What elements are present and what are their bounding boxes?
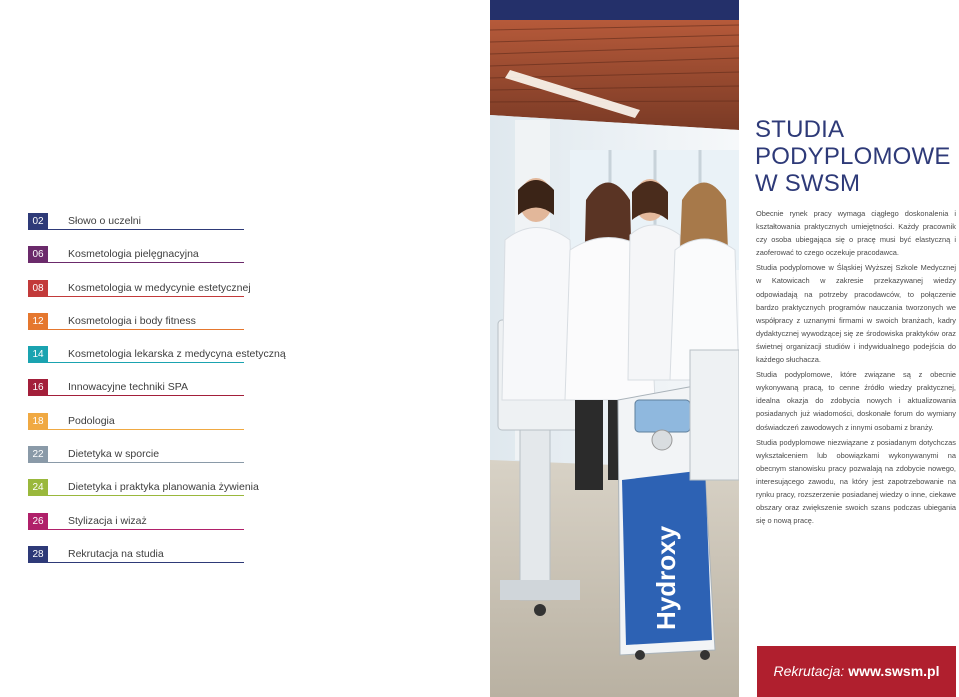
toc-page-number: 28 [28,546,48,563]
toc-page-number: 02 [28,213,48,230]
toc-label: Podologia [68,414,115,427]
toc-divider [48,362,244,363]
machine-brand: Hydroxy [651,525,681,630]
toc-page-number: 16 [28,379,48,396]
toc-label: Kosmetologia lekarska z medycyna estetyczną [68,348,286,361]
toc-label: Dietetyka w sporcie [68,448,160,461]
toc-item[interactable] [28,346,286,379]
toc-item[interactable] [28,479,259,512]
toc-divider [48,495,244,496]
toc-label: Kosmetologia i body fitness [68,314,196,327]
toc-divider [48,429,244,430]
toc-page-number: 18 [28,413,48,430]
toc-item[interactable] [28,379,244,412]
intro-text [756,207,956,529]
toc-divider [48,262,244,263]
toc-page-number: 22 [28,446,48,463]
toc-page-number: 24 [28,479,48,496]
title-line: STUDIA [755,116,845,144]
toc-page-number: 14 [28,346,48,363]
paragraph: Studia podyplomowe w Śląskiej Wyższej Szkole Medycznej w Katowicach w zakresie przekazywanej wiedzy odpowiadają na potrzeby pracodawców, to połączenie bardzo praktycznych programów nauczania tworzonych we współpracy z uznanymi firmami w swoich branżach, kadry dydaktycznej wywodzącej się ze środowiska praktyków oraz świetnej organizacji studiów i indywidualnego podejścia do każdego słuchacza. [756,263,956,365]
paragraph: Obecnie rynek pracy wymaga ciągłego doskonalenia i kształtowania praktycznych umiejętności. Każdy pracownik czy osoba ubiegająca się o pracę musi być elastyczną i zaoferować to czego oczekuje pracodawca. [756,209,956,258]
toc-divider [48,229,244,230]
toc-label: Stylizacja i wizaż [68,514,147,527]
toc-item[interactable] [28,513,244,546]
toc-item[interactable] [28,413,244,446]
recruitment-link[interactable] [757,646,956,697]
toc-label: Słowo o uczelni [68,215,141,227]
table-of-contents [28,213,286,579]
toc-label: Rekrutacja na studia [68,547,164,560]
toc-item[interactable] [28,246,244,279]
cta-label: Rekrutacja: [773,663,845,679]
toc-page-number: 06 [28,246,48,263]
title-line: W SWSM [755,170,861,198]
toc-divider [48,529,244,530]
toc-page-number: 12 [28,313,48,330]
page-title [755,116,951,197]
toc-item[interactable] [28,313,244,346]
toc-page-number: 26 [28,513,48,530]
paragraph: Studia podyplomowe niezwiązane z posiadanym dotychczas wykształceniem lub obowiązkami wykonywanymi na obecnym stanowisku pracy pozwalają na zdobycie nowego, interesującego zawodu, na który jest zapotrzebowanie na rynku pracy, rozszerzenie posiadanej wiedzy o inne, ciekawe obszary oraz zwiększenie swoich szans podczas ubiegania się o nową pracę. [756,437,956,526]
toc-divider [48,395,244,396]
cosmetology-photo [490,0,739,697]
paragraph: Studia podyplomowe, które związane są z obecnie wykonywaną pracą, to cenne źródło wiedzy praktycznej, idealna okazja do zdobycia nowych i aktualizowania posiadanych już wiadomości, doskonałe forum do wymiany doświadczeń zawodowych z innymi osobami z branży. [756,370,956,432]
toc-divider [48,462,244,463]
toc-label: Kosmetologia w medycynie estetycznej [68,281,251,294]
toc-divider [48,329,244,330]
cta-url: www.swsm.pl [848,663,940,679]
toc-item[interactable] [28,446,244,479]
toc-item[interactable] [28,546,244,579]
toc-label: Kosmetologia pielęgnacyjna [68,248,199,261]
toc-label: Dietetyka i praktyka planowania żywienia [68,481,259,494]
title-line: PODYPLOMOWE [755,143,951,171]
toc-divider [48,296,244,297]
toc-label: Innowacyjne techniki SPA [68,381,189,394]
toc-item[interactable] [28,213,244,246]
toc-page-number: 08 [28,280,48,297]
toc-item[interactable] [28,280,251,313]
toc-divider [48,562,244,563]
